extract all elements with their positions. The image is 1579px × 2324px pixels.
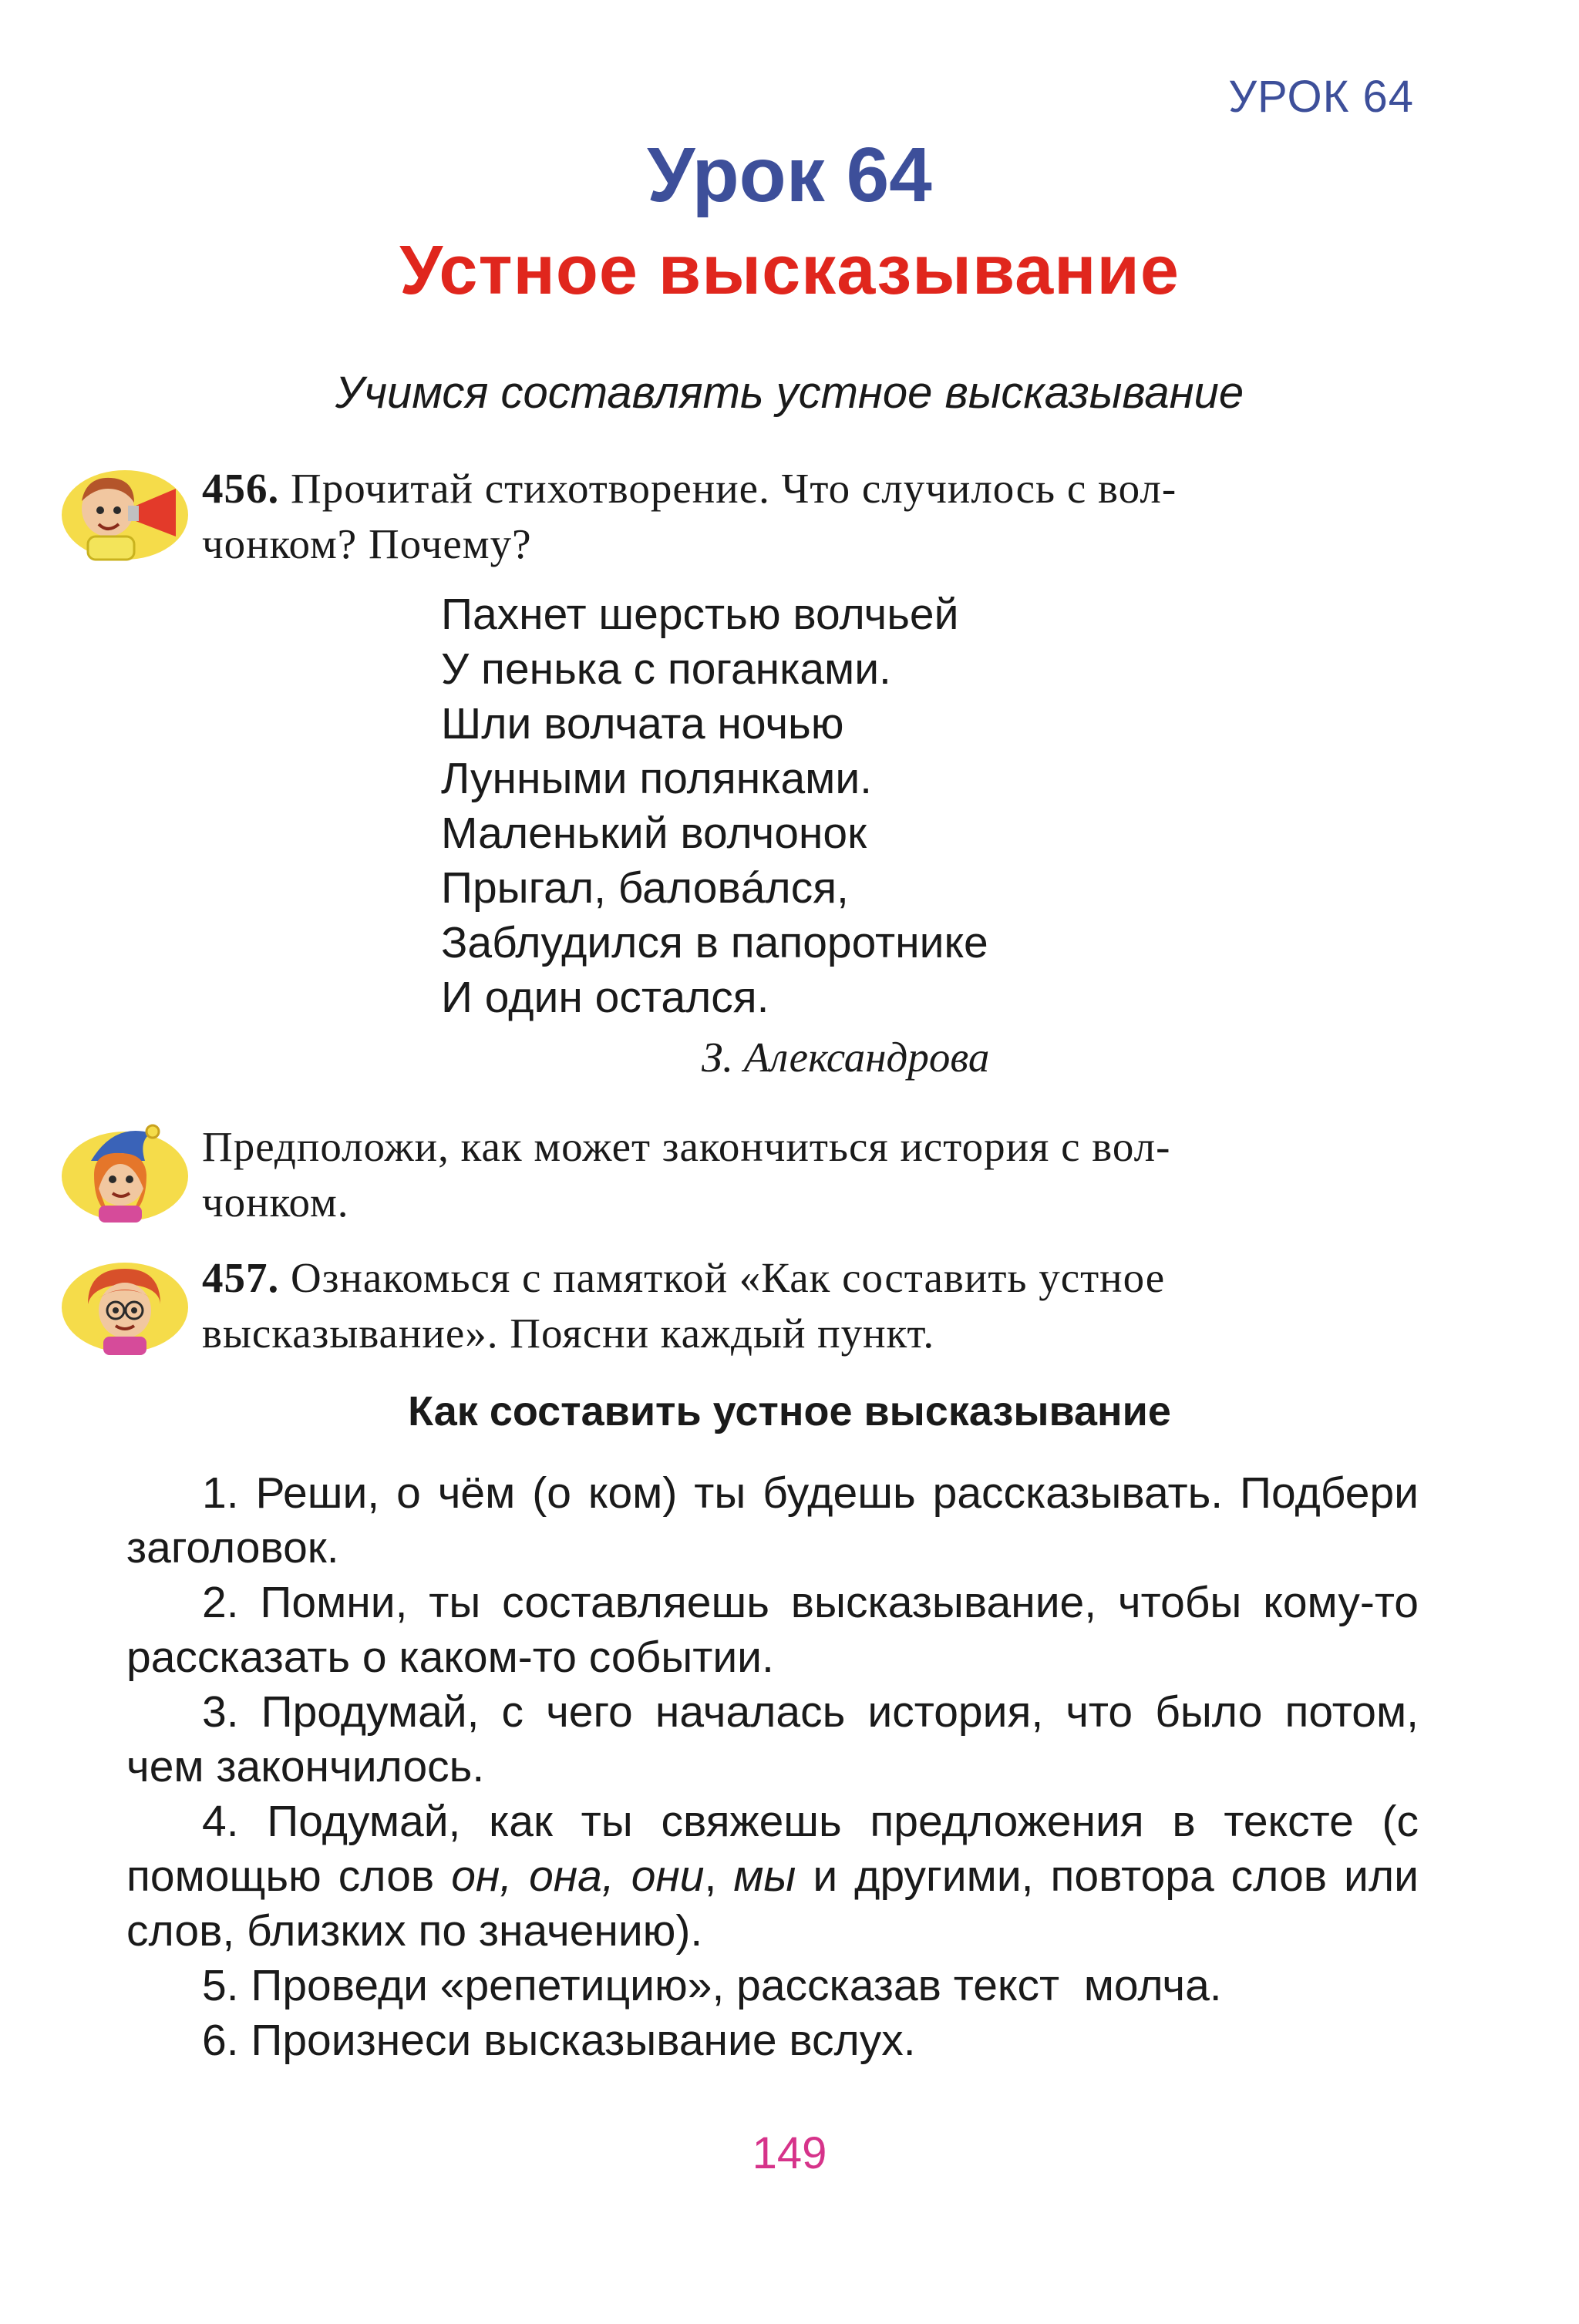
memo-item bbox=[126, 2013, 1419, 2068]
poem-line: Лунными полянками. bbox=[441, 754, 873, 803]
memo-list bbox=[126, 1466, 1419, 2068]
task-text-line: чонком. bbox=[202, 1179, 349, 1226]
memo-item-number: 6. bbox=[202, 2016, 239, 2065]
memo-item bbox=[126, 1685, 1419, 1794]
memo-item-italic: он, она, они bbox=[451, 1851, 705, 1901]
memo-item-text: , bbox=[704, 1851, 734, 1901]
memo-item-text: Произнеси высказывание вслух. bbox=[251, 2016, 916, 2065]
poem-line: Заблудился в папоротнике bbox=[441, 918, 988, 967]
poem-line: У пенька с поганками. bbox=[441, 644, 891, 694]
memo-item-text: Подумай, как ты свяжешь предложения в тексте (с помощью слов bbox=[126, 1797, 1419, 1901]
poem-line: Прыгал, баловáлся, bbox=[441, 863, 849, 913]
memo-item-italic: мы bbox=[733, 1851, 796, 1901]
boy-with-megaphone-icon bbox=[60, 462, 196, 563]
girl-with-glasses-icon bbox=[60, 1250, 196, 1358]
task-guess bbox=[202, 1119, 1419, 1230]
memo-item-text: Помни, ты составляешь высказывание, чтобы кому-то рассказать о каком-то событии. bbox=[126, 1578, 1419, 1682]
poem-author: З. Александрова bbox=[702, 1034, 990, 1081]
poem-line: Пахнет шерстью волчьей bbox=[441, 590, 959, 639]
poem-line: И один остался. bbox=[441, 973, 769, 1022]
task-text-line: высказывание». Поясни каждый пункт. bbox=[202, 1310, 935, 1357]
memo-item-text: Продумай, с чего началась история, что было потом, чем закончилось. bbox=[126, 1687, 1419, 1791]
memo-item-number: 4. bbox=[202, 1797, 239, 1846]
poem-line: Шли волчата ночью bbox=[441, 699, 844, 748]
memo-item bbox=[126, 1576, 1419, 1685]
memo-item bbox=[126, 1466, 1419, 1576]
task-457 bbox=[202, 1250, 1419, 1361]
memo-item-text: Проведи «репетицию», рассказав текст молча. bbox=[251, 1961, 1222, 2010]
memo-item bbox=[126, 1959, 1419, 2013]
memo-item-text: и другими, повтора слов или слов, близких по значению). bbox=[126, 1851, 1419, 1956]
task-number: 457. bbox=[202, 1254, 280, 1301]
memo-item-number: 3. bbox=[202, 1687, 239, 1737]
memo-item-number: 5. bbox=[202, 1961, 239, 2010]
poem bbox=[441, 587, 988, 1025]
memo-item-number: 1. bbox=[202, 1468, 239, 1518]
task-text-line: Ознакомься с памяткой «Как составить устное bbox=[291, 1254, 1166, 1301]
lesson-title: Урок 64 bbox=[647, 132, 932, 218]
lesson-goal: Учимся составлять устное высказывание bbox=[335, 368, 1244, 418]
task-number: 456. bbox=[202, 465, 280, 512]
task-text-line: чонком? Почему? bbox=[202, 520, 532, 567]
memo-item-number: 2. bbox=[202, 1578, 239, 1627]
lesson-subtitle: Устное высказывание bbox=[399, 232, 1180, 309]
task-text-line: Предположи, как может закончиться история с вол- bbox=[202, 1123, 1171, 1170]
poem-line: Маленький волчонок bbox=[441, 809, 867, 858]
girl-in-hat-icon bbox=[60, 1118, 196, 1226]
memo-item bbox=[126, 1794, 1419, 1959]
memo-title: Как составить устное высказывание bbox=[408, 1388, 1171, 1434]
running-head: УРОК 64 bbox=[1228, 72, 1414, 122]
memo-item-text: Реши, о чём (о ком) ты будешь рассказывать. Подбери заголовок. bbox=[126, 1468, 1419, 1572]
page-number: 149 bbox=[752, 2128, 827, 2178]
task-text-line: Прочитай стихотворение. Что случилось с вол- bbox=[291, 465, 1177, 512]
task-456 bbox=[202, 461, 1419, 572]
